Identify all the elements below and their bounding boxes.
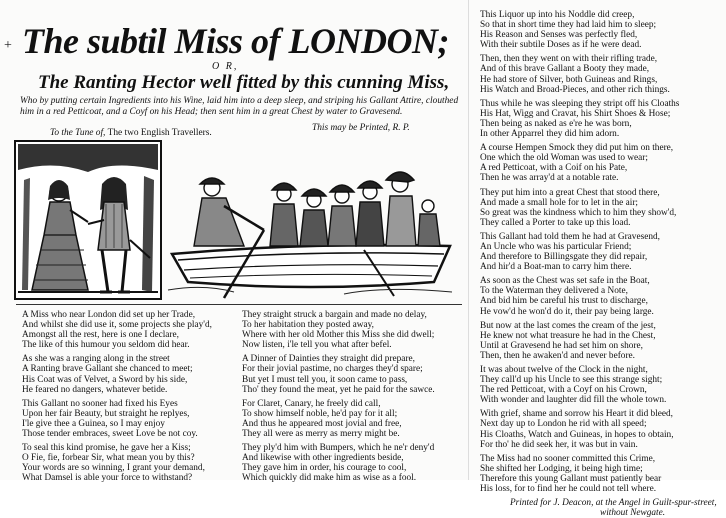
verse-line: Now listen, i'le tell you what after befel. <box>242 340 392 351</box>
verse-line: Upon her fair Beauty, but straight he replyes, <box>22 408 190 419</box>
verse-line: And bid him be careful his trust to discharge, <box>480 296 648 307</box>
verse-line: A Miss who near London did set up her Trade, <box>22 310 196 320</box>
verse-line: Then, then he awaken'd and never before. <box>480 350 636 361</box>
stanza <box>480 143 720 183</box>
verse-line: So that in short time they had laid him to sleep; <box>480 20 657 31</box>
verse-line: He feared no dangers, whatever betide. <box>22 384 168 395</box>
verse-line: His Watch and Broad-Pieces, and other rich things. <box>480 84 670 95</box>
verse-line: To seal this kind promise, he gave her a Kiss; <box>22 443 191 454</box>
verse-line: Next day up to London he rid with all speed; <box>480 419 647 430</box>
verse-line: Then being as naked as e're he was born, <box>480 118 632 129</box>
registration-mark: + <box>4 38 12 53</box>
verse-line: Where with her old Mother this Miss she did dwell; <box>242 330 435 341</box>
stanza <box>480 54 720 94</box>
verse-line: His loss, for to find her he could not tell where. <box>480 484 657 495</box>
verse-line: A Dinner of Dainties they straight did prepare, <box>242 354 415 365</box>
verse-line: Those tender embraces, sweet Love be not coy. <box>22 429 198 440</box>
stanza <box>242 354 464 394</box>
verse-line: One which the old Woman was used to wear; <box>480 153 648 164</box>
verse-line: This Liquor up into his Noddle did creep, <box>480 10 635 20</box>
verse-line: This Gallant no sooner had fixed his Eyes <box>22 398 178 409</box>
verse-line: They called a Porter to take up this load. <box>480 217 631 228</box>
stanza <box>242 443 464 483</box>
stanza <box>242 310 464 350</box>
verse-line: She shifted her Lodging, it being high time; <box>480 463 643 474</box>
verse-line: The Miss had no sooner committed this Crime, <box>480 453 656 464</box>
stanza <box>480 10 720 50</box>
stanza <box>480 409 720 449</box>
stanza <box>22 399 232 439</box>
tune-line <box>50 128 212 138</box>
imprint <box>480 498 720 518</box>
verse-line: An Uncle who was his particular Friend; <box>480 241 632 252</box>
stanza <box>22 310 232 350</box>
verse-line: A course Hempen Smock they did put him on there, <box>480 143 674 154</box>
verse-line: O Fie, fie, forbear Sir, what mean you by this? <box>22 453 195 464</box>
stanza <box>242 399 464 439</box>
verse-line: He had store of Silver, both Guineas and Rings, <box>480 74 658 85</box>
verse-line: It was about twelve of the Clock in the night, <box>480 365 648 375</box>
imprint-line-1: Printed for J. Deacon, at the Angel in Guilt-spur-street, <box>510 498 717 509</box>
verse-line: His Reason and Senses was perfectly fled, <box>480 30 638 41</box>
verse-line: Amongst all the rest, here is one I declare, <box>22 330 179 341</box>
verse-line: A Ranting brave Gallant she chanced to meet; <box>22 364 193 375</box>
verse-column-3-stanzas <box>480 10 720 494</box>
verse-line: For their jovial pastime, no charges they'd spare; <box>242 364 423 375</box>
verse-line: Thus while he was sleeping they stript off his Cloaths <box>480 98 680 109</box>
licence-note: This may be Printed, R. P. <box>312 123 410 133</box>
verse-line: Until at Gravesend he had set him on shore, <box>480 340 643 351</box>
verse-line: In other Apparrel they did him adorn. <box>480 129 620 140</box>
stanza <box>22 354 232 394</box>
verse-line: And likewise with other ingredients beside, <box>242 453 404 464</box>
verse-line: For Claret, Canary, he freely did call, <box>242 398 381 409</box>
verse-line: But yet I must tell you, it soon came to pass, <box>242 374 408 385</box>
verse-line: The like of this humour you seldom did hear. <box>22 340 190 351</box>
verse-line: I'le give thee a Guinea, so I may enjoy <box>22 418 165 429</box>
page-fold <box>468 0 469 480</box>
verse-line: They straight struck a bargain and made no delay, <box>242 310 427 320</box>
verse-line: With wonder and laughter did fill the whole town. <box>480 395 667 406</box>
verse-line: He knew not what treasure he had in the Chest, <box>480 330 656 341</box>
verse-line: To her habitation they posted away, <box>242 320 374 331</box>
verse-line: This Gallant had told them he had at Gravesend, <box>480 231 660 242</box>
verse-line: To show himself noble, he'd pay for it all; <box>242 408 398 419</box>
verse-line: He vow'd he won'd do it, their pay being large. <box>480 306 654 317</box>
stanza <box>480 321 720 361</box>
verse-line: Which quickly did make him as wise as a fool. <box>242 473 417 484</box>
verse-column-2 <box>242 310 464 488</box>
verse-line: And of this brave Gallant a Booty they made, <box>480 64 650 75</box>
or-separator: O R, <box>212 61 239 72</box>
verse-line: And made a small hole for to let in the air; <box>480 197 639 208</box>
verse-line: As she was a ranging along in the street <box>22 354 170 365</box>
verse-line: Then, then they went on with their rifling trade, <box>480 54 658 65</box>
verse-line: And hir'd a Boat-man to carry him there. <box>480 262 632 273</box>
verse-column-1 <box>22 310 232 488</box>
verse-line: They put him into a great Chest that stood there, <box>480 187 660 198</box>
woodcut-couple <box>14 140 162 300</box>
verse-column-3 <box>480 10 720 518</box>
stanza <box>480 454 720 494</box>
ballad-description: Who by putting certain Ingredients into his Wine, laid him into a deep sleep, and striping his Gallant Attire, clouthed him in a red Petticoat, and a Coyf on his Head; then sent him in a great Chest by water to Gravesend. <box>20 96 459 117</box>
stanza <box>480 188 720 228</box>
ballad-title: The subtil Miss of LONDON; <box>22 21 450 61</box>
verse-line: Therefore this young Gallant must patiently bear <box>480 473 662 484</box>
verse-line: His Cloaths, Watch and Guineas, in hopes to obtain, <box>480 429 674 440</box>
stanza <box>480 232 720 272</box>
verse-line: As soon as the Chest was set safe in the Boat, <box>480 276 650 287</box>
verse-line: The red Petticoat, with a Coyf on his Crown, <box>480 385 647 396</box>
verse-line: His Coat was of Velvet, a Sword by his side, <box>22 374 188 385</box>
verse-line: They all were as merry as merry might be. <box>242 429 400 440</box>
ballad-subtitle: The Ranting Hector well fitted by this cunning Miss, <box>38 72 450 93</box>
imprint-line-2: without Newgate. <box>600 508 666 518</box>
verse-line: With their subtile Doses as if he were dead. <box>480 40 642 51</box>
verse-line: To the Waterman they delivered a Note, <box>480 286 628 297</box>
verse-line: But now at the last comes the cream of the jest, <box>480 320 656 331</box>
verse-line: Your words are so winning, I grant your demand, <box>22 463 205 474</box>
section-rule <box>16 304 462 305</box>
woodcut-boat <box>164 150 456 300</box>
verse-line: A red Petticoat, with a Coif on his Pate, <box>480 163 628 174</box>
verse-line: With grief, shame and sorrow his Heart it did bleed, <box>480 409 674 420</box>
verse-line: For tho' he did seek her, it was but in vain. <box>480 439 638 450</box>
verse-line: What Damsel is able your force to withstand? <box>22 473 193 484</box>
verse-line: They gave him in order, his courage to cool, <box>242 463 407 474</box>
verse-line: And whilst she did use it, some projects she play'd, <box>22 320 212 331</box>
stanza <box>22 443 232 483</box>
tune-name: The two English Travellers. <box>107 128 212 138</box>
verse-line: They call'd up his Uncle to see this strange sight; <box>480 375 663 386</box>
verse-line: And thus he appeared most jovial and free, <box>242 418 402 429</box>
tune-prefix: To the Tune of, <box>50 128 106 138</box>
verse-line: And therefore to Billingsgate they did repair, <box>480 252 648 263</box>
stanza <box>480 365 720 405</box>
stanza <box>480 276 720 316</box>
stanza <box>480 99 720 139</box>
verse-line: So great was the kindness which to him they show'd, <box>480 207 677 218</box>
verse-line: Tho' they found the meat, yet he paid for the sawce. <box>242 384 435 395</box>
verse-line: Then he was array'd at a notable rate. <box>480 173 619 184</box>
verse-line: His Hat, Wigg and Cravat, his Shirt Shoes & Hose; <box>480 108 671 119</box>
verse-line: They ply'd him with Bumpers, which he ne'r deny'd <box>242 443 435 454</box>
